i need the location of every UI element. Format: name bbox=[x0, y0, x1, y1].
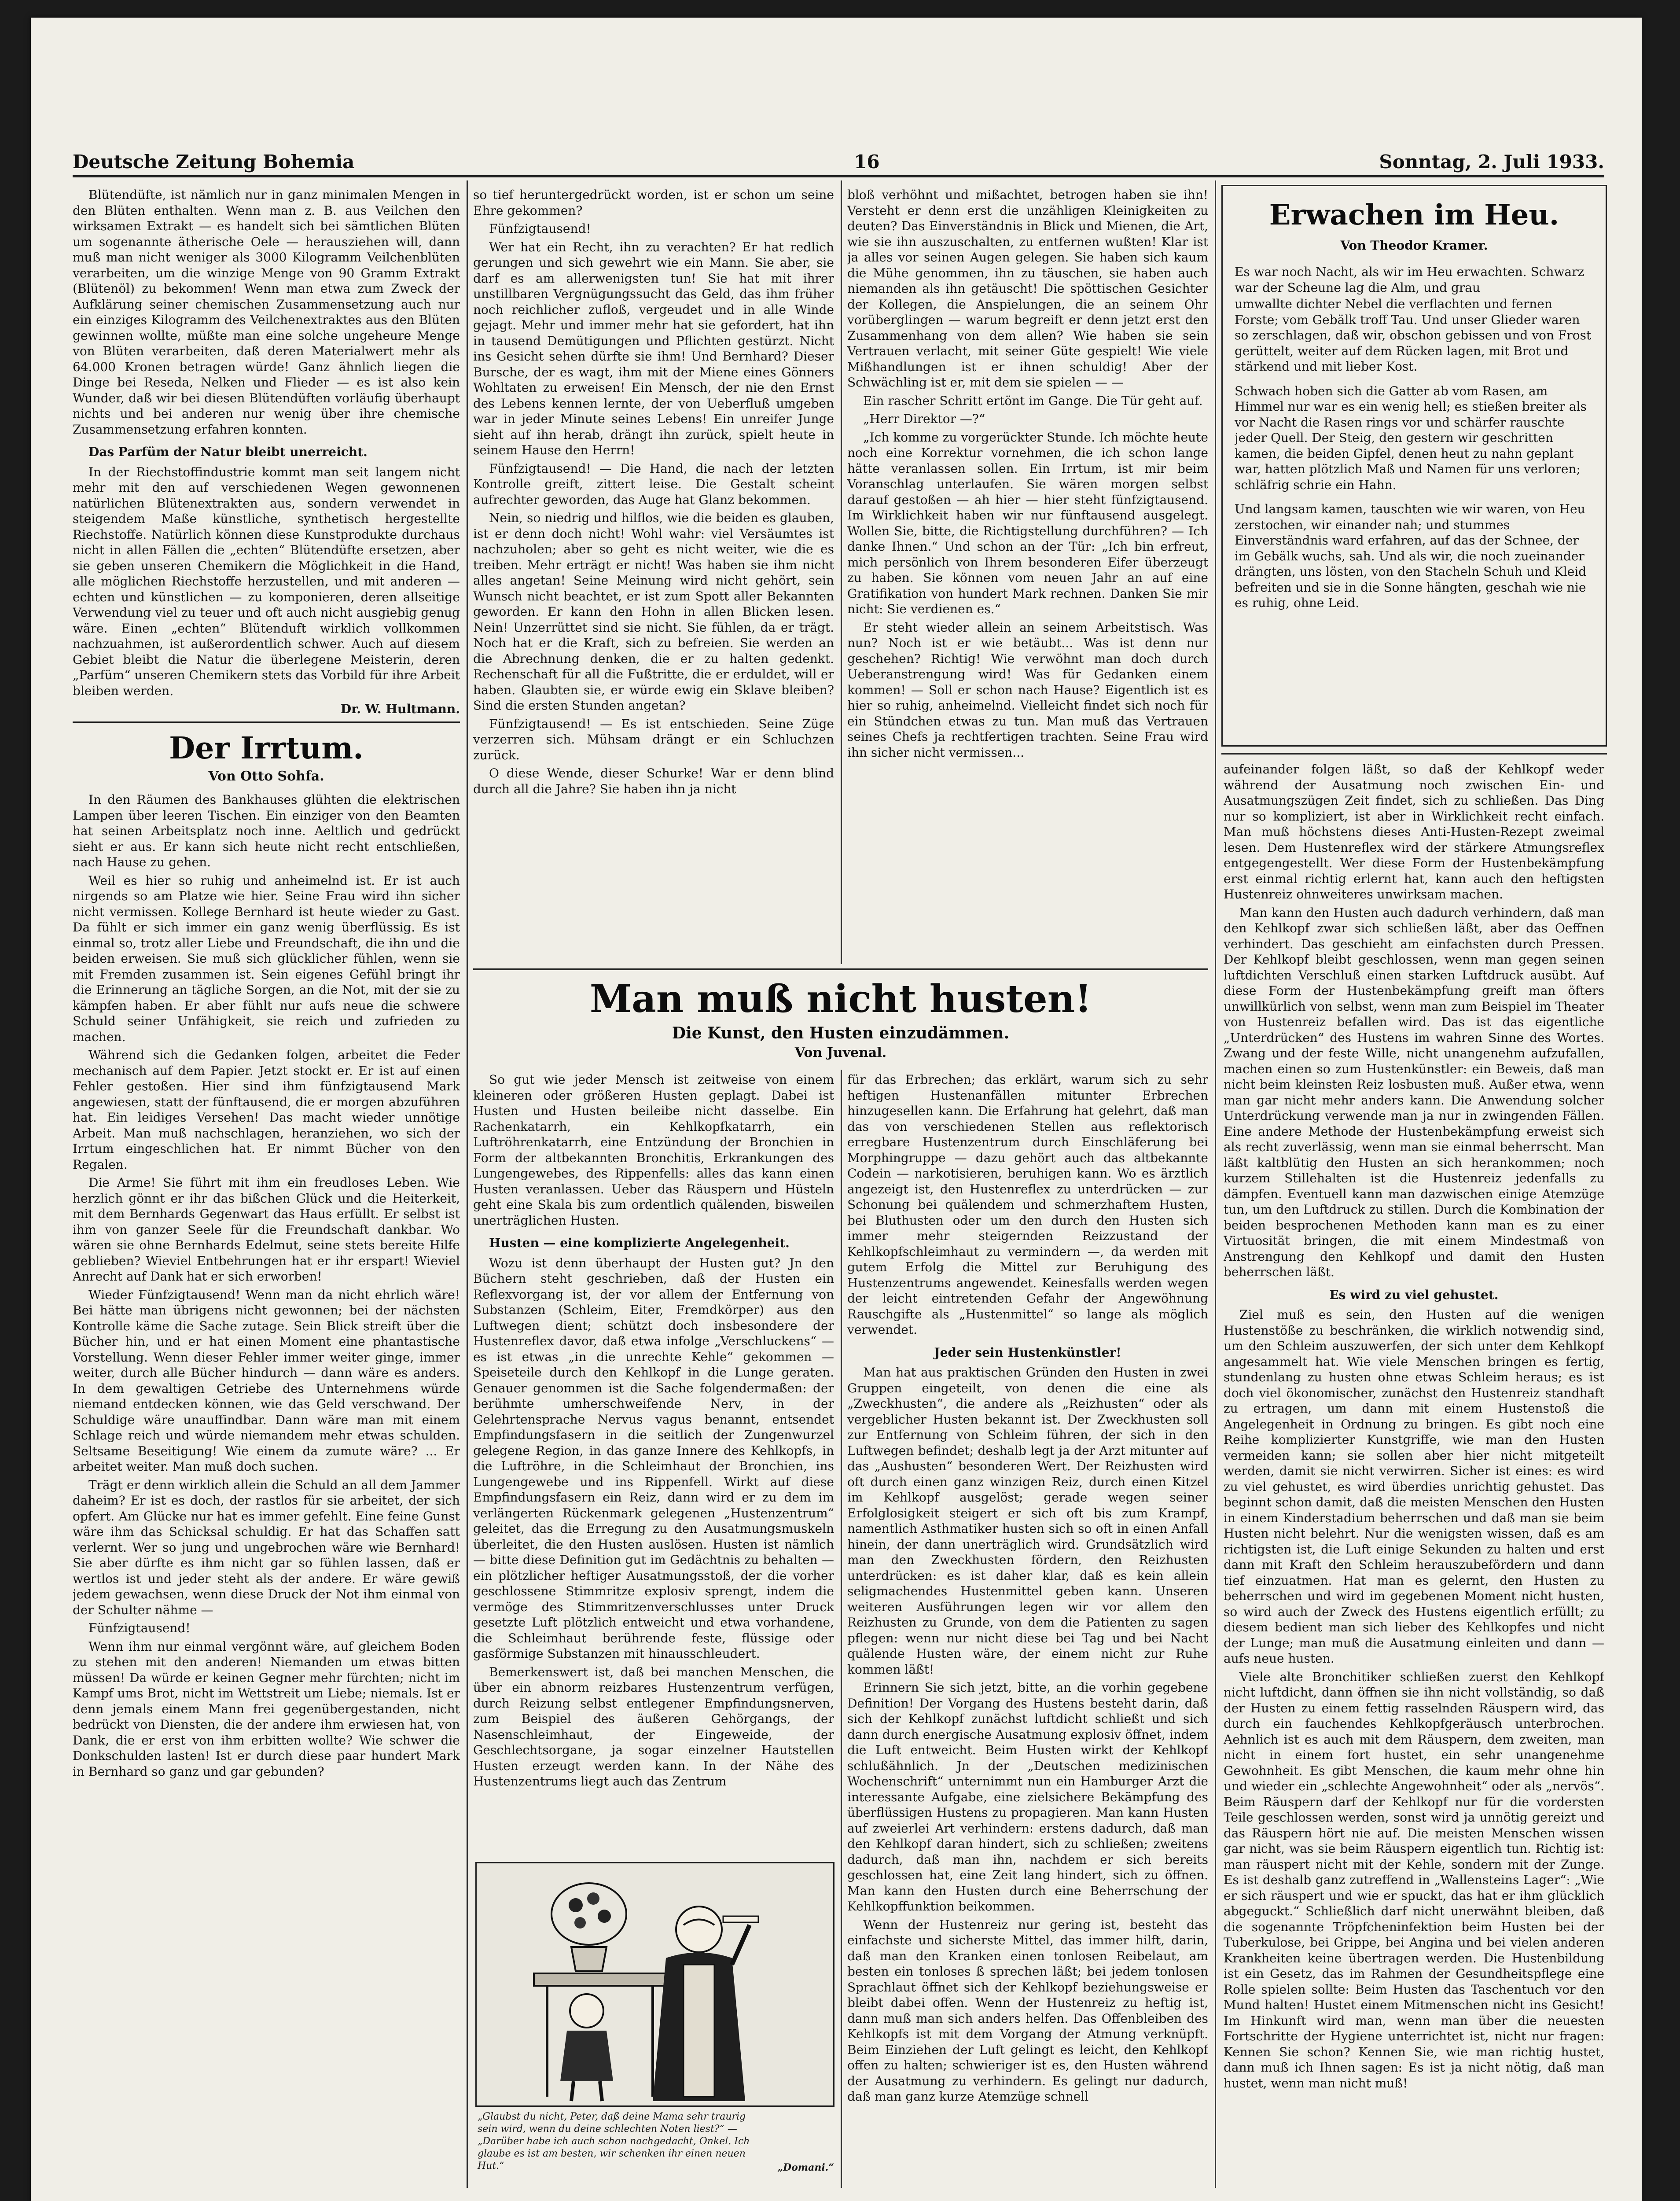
story-paragraph: In den Räumen des Bankhauses glühten die elektrischen Lampen über leeren Tischen. Ein einziger von den Beamten hat seinen Arbeitsplatz noch inne. Aeltlich und gedrückt sieht er aus. Er kann sich heute nicht recht entschließen, nach Hause zu gehen. bbox=[73, 792, 460, 869]
feature-paragraph: Man kann den Husten auch dadurch verhindern, daß man den Kehlkopf zwar sich schließen läßt, aber das Oeffnen verhindert. Das geschieht am einfachsten durch Pressen. Der Kehlkopf bleibt geschlossen, wenn man gegen seinen luftdichten Verschluß einen starken Luftdruck ausübt. Auf diese Form der Hustenbekämpfung greift man öfters unwillkürlich von selbst, wenn man zum Beispiel im Theater von Hustenreiz befallen wird. Das ist das eigentliche „Unterdrücken“ des Hustens im wahren Sinne des Wortes. Zwang und der feste Wille, nicht unangenehm aufzufallen, machen einen so zum Hustenkünstler: ein Beweis, daß man nicht beim kleinsten Reiz losbusten muß. Außer etwa, wenn man gar nicht mehr anders kann. Die Anwendung solcher Unterdrückung verwende man ja nur in zwingenden Fällen. Eine andere Methode der Hustenbekämpfung erweist sich als recht zuverlässig, wenn man sie einmal beherrscht. Man läßt kaltblütig den Husten an sich herankommen; noch kurzem Stillehalten ist die Hustenreiz jedenfalls zu dämpfen. Eventuell kann man dazwischen einige Atemzüge tun, um den Luftdruck zu stillen. Durch die Kombination der beiden besprochenen Methoden kann man es zu einer Virtuosität bringen, die mit einem Mindestmaß von Anstrengung den Kehlkopf und damit den Husten beherrschen läßt. bbox=[1224, 905, 1604, 1279]
poem-stanza: Und langsam kamen, tauschten wie wir waren, von Heu zerstochen, wir einander nah; und stummes Einverständnis ward erfahren, auf das der Schnee, der im Gebälk wuchs, sah. Und als wir, die noch zueinander drängten, uns lösten, von den Stacheln Schuh und Kleid befreiten und sie in die Sonne hängten, geschah wie nie es ruhig, ohne Leid. bbox=[1235, 502, 1587, 610]
cartoon-credit: „Domani.“ bbox=[777, 2162, 834, 2173]
story-paragraph: so tief heruntergedrückt worden, ist er schon um seine Ehre gekommen? bbox=[473, 188, 834, 218]
article-divider bbox=[73, 721, 460, 723]
story-paragraph: Fünfzigtausend! bbox=[489, 221, 591, 236]
story-paragraph: Die Arme! Sie führt mit ihm ein freudloses Leben. Wie herzlich gönnt er ihr das bißchen Glück und die Heiterkeit, mit dem Bernhards Gegenwart das Haus erfüllt. Er selbst ist ihm von ganzer Seele für die Freundschaft dankbar. Wo wären sie ohne Bernhards Edelmut, seine stets bereite Hilfe geblieben? Wieviel Entbehrungen hat er ihr erspart! Wieviel Anrecht auf Dank hat er sich erworben! bbox=[73, 1175, 460, 1284]
poem-stanza: umwallte dichter Nebel die verflachten und fernen Forste; vom Gebälk troff Tau. Und unser Glieder waren so zerschlagen, daß wir, obschon gebissen und von Frost gerüttelt, weiter auf dem Rücken lagen, mit Brot und stärkend und mit lieber Kost. bbox=[1235, 297, 1592, 374]
author-signature: Dr. W. Hultmann. bbox=[340, 702, 460, 716]
column-rule-1 bbox=[467, 180, 468, 2188]
story-paragraph: Fünfzigtausend! bbox=[88, 1621, 191, 1635]
page-number: 16 bbox=[854, 151, 880, 173]
feature-paragraph: Wozu ist denn überhaupt der Husten gut? Jn den Büchern steht geschrieben, daß der Husten ein Reflexvorgang ist, der vor allem der Entfernung von Substanzen (Schleim, Eiter, Fremdkörper) aus den Luftwegen dient; schützt doch insbesondere der Hustenreflex davor, daß etwa infolge „Verschluckens“ — es ist etwas „in die unrechte Kehle“ gekommen — Speiseteile durch den Kehlkopf in die Lunge geraten. Genauer genommen ist die Sache folgendermaßen: der berühmte umherschweifende Nerv, in der Gelehrtensprache Nervus vagus benannt, entsendet Empfindungsfasern in die seitlich der Zungenwurzel gelegene Region, in das ganze Innere des Kehlkopfs, in die Luftröhre, in die Schleimhaut der Bronchien, ins Lungengewebe und ins Rippenfell. Wirkt auf diese Empfindungsfasern ein Reiz, dann wird er zu dem im verlängerten Rückenmark gelegenen „Hustenzentrum“ geleitet, das die Erregung zu den Ausatmungsmuskeln überleitet, die den Husten auslösen. Husten ist nämlich — bitte diese Definition gut im Gedächtnis zu behalten — ein plötzlicher heftiger Ausatmungsstoß, der die vorher geschlossene Stimmritze explosiv sprengt, indem die vermöge des Stimmritzenverschlusses unter Druck gesetzte Luft plötzlich entweicht und etwa vorhandene, die Schleimhaut berührende feste, flüssige oder gasförmige Substanzen mit hinausschleudert. bbox=[473, 1255, 834, 1661]
story-title: Der Irrtum. bbox=[169, 730, 364, 766]
article-paragraph: In der Riechstoffindustrie kommt man seit langem nicht mehr mit den auf verschiedenen Wegen gewonnenen natürlichen Blütenextrakten aus, sondern verwendet in steigendem Maße künstliche, synthetisch hergestellte Riechstoffe. Natürlich können diese Kunstprodukte durchaus nicht in allen Fällen die „echten“ Blütendüfte ersetzen, aber sie geben unseren Chemikern die Möglichkeit in die Hand, alle möglichen Riechstoffe herzustellen, und mit anderen — echten und künstlichen — zu komponieren, deren allseitige Verwendung viel zu teuer und oft auch nicht ausgiebig genug wäre. Einen „echten“ Blütenduft wirklich vollkommen nachzuahmen, ist außerordentlich schwer. Auch auf diesem Gebiet bleibt die Natur die überlegene Meisterin, deren „Parfüm“ unseren Chemikern stets das Vorbild für ihre Arbeit bleiben werden. bbox=[73, 464, 460, 698]
story-paragraph: Nein, so niedrig und hilflos, wie die beiden es glauben, ist er denn doch nicht! Wohl wahr: viel Versäumtes ist nachzuholen; aber so geht es nicht weiter, wie die es treiben. Mehr erträgt er nicht! Was haben sie ihm nicht alles angetan! Seine Meinung wird nicht gehört, sein Wunsch nicht beachtet, er ist zum Spott aller Bekannten geworden. Er kann den Hohn in allen Blicken lesen. Nein! Unzerrüttet sind sie nicht. Sie fühlen, da er trägt. Noch hat er die Kraft, sich zu befreien. Sie werden an die Abrechnung denken, die er zu halten gedenkt. Rechenschaft für all die Fußtritte, die er erduldet, will er haben. Glaubten sie, er würde ewig ein Sklave bleiben? Sind die ersten Stunden angetan? bbox=[473, 511, 834, 713]
column-rule-3 bbox=[1215, 180, 1216, 2188]
poem-bottom-rule bbox=[1221, 753, 1607, 755]
feature-byline: Von Juvenal. bbox=[794, 1045, 887, 1060]
poem-stanza: Schwach hoben sich die Gatter ab vom Rasen, am Himmel nur war es ein wenig hell; es stießen breiter als vor Nacht die Rasen rings vor und schärfer rauschte jeder Quell. Der Steig, den gestern wir geschritten kamen, die beiden Gipfel, denen heut zu nahn geplant war, hatten plötzlich Maß und Namen für uns verloren; schläfrig schrie ein Hahn. bbox=[1235, 383, 1587, 492]
story-paragraph: Er steht wieder allein an seinem Arbeitstisch. Was nun? Noch ist er wie betäubt... Was ist denn nur geschehen? Richtig! Wie verwöhnt man doch durch Ueberanstrengung wird! Was für Gedanken einem kommen! — Soll er schon nach Hause? Eigentlich ist es hier so ruhig, anheimelnd. Vielleicht findet sich noch für ein Stündchen etwas zu tun. Man muß das Vertrauen seines Chefs ja rechtfertigen trachten. Seine Frau wird ihn sicher nicht vermissen... bbox=[847, 620, 1208, 760]
poem-byline: Von Theodor Kramer. bbox=[1340, 238, 1488, 253]
poem-title: Erwachen im Heu. bbox=[1269, 199, 1559, 232]
feature-top-rule bbox=[473, 968, 1208, 970]
story-byline: Von Otto Sohfa. bbox=[208, 768, 324, 784]
story-paragraph: Wenn ihm nur einmal vergönnt wäre, auf gleichem Boden zu stehen mit den anderen! Niemanden um etwas bitten müssen! Da würde er keinen Gegner mehr fürchten; nicht im Kampf ums Brot, nicht im Wettstreit um Liebe; niemals. Ist er denn jemals einem Mann frei gegenübergestanden, nicht bedrückt von Diensten, die der andere ihm erwiesen hat, von Dank, die er erst von ihm erbitten wollte? Wie schwer die Donkschulden lasten! Ist er durch diese paar hundert Mark in Bernhard so ganz und gar gebunden? bbox=[73, 1639, 460, 1779]
feature-paragraph: So gut wie jeder Mensch ist zeitweise von einem kleineren oder größeren Husten geplagt. Dabei ist Husten und Husten beileibe nicht dasselbe. Ein Rachenkatarrh, ein Kehlkopfkatarrh, ein Luftröhrenkatarrh, eine Entzündung der Bronchien in Form der altbekannten Bronchitis, Erkrankungen des Lungengewebes, des Rippenfells: alles das kann einen Husten veranlassen. Ueber das Räuspern und Hüsteln geht eine Skala bis zum ordentlich quälenden, bisweilen unerträglichen Husten. bbox=[473, 1072, 834, 1228]
feature-paragraph: Viele alte Bronchitiker schließen zuerst den Kehlkopf nicht luftdicht, dann öffnen sie ihn nicht vollständig, so daß der Husten zu einem fettig rasselnden Räuspern wird, das durch ein fauchendes Kehlkopfgeräusch unterbrochen. Aehnlich ist es auch mit dem Räuspern, dem zweiten, man nicht in einem fort hustet, ein sehr unangenehme Gewohnheit. Es gibt Menschen, die kaum mehr ohne hin und wieder ein „schlechte Angewohnheit“ oder als „nervös“. Beim Räuspern darf der Kehlkopf nur für die vordersten Teile geschlossen werden, sonst wird ja unnötig gereizt und das Räuspern hört nie auf. Die meisten Menschen wissen gar nicht, was sie beim Räuspern eigentlich tun. Richtig ist: man räuspert nicht mit der Kehle, sondern mit der Zunge. Es ist deshalb ganz zutreffend in „Wallensteins Lager“: „Wie er sich räuspert und wie er spuckt, das hat er ihm glücklich abgeguckt.“ Schließlich darf nicht unerwähnt bleiben, daß die sogenannte Tröpfcheninfektion beim Husten bei der Tuberkulose, bei Grippe, bei Angina und bei vielen anderen Krankheiten keine übertragen werden. Die Hustenbildung ist ein Gesetz, das im Rahmen der Gesundheitspflege eine Rolle spielen sollte: Beim Husten das Taschentuch vor den Mund halten! Hustet einem Mitmenschen nicht ins Gesicht! Im Hinkunft wird man, wenn man über die neuesten Fortschritte der Hygiene unterrichtet ist, nicht nur fragen: Kennen Sie schon? Kennen Sie, wie man richtig hustet, dann muß ich Ihnen sagen: Es ist ja nicht nötig, daß man hustet, wenn man nicht muß! bbox=[1224, 1669, 1604, 2091]
story-paragraph: Fünfzigtausend! — Es ist entschieden. Seine Züge verzerren sich. Mühsam drängt er ein Schluchzen zurück. bbox=[473, 716, 834, 762]
feature-column-b bbox=[847, 1072, 1208, 2190]
story-paragraph: Wer hat ein Recht, ihn zu verachten? Er hat redlich gerungen und sich gewehrt wie ein Mann. Sie aber, sie darf es am allerwenigsten tun! Sie hat mit ihrer unstillbaren Vergnügungssucht das Geld, das ihm früher noch reichlicher zufloß, vergeudet und in alle Winde gejagt. Mehr und immer mehr hat sie gefordert, hat ihn in tausend Demütigungen und Pflichten gestürzt. Nicht ins Gesicht sehen dürfte sie ihm! Und Bernhard? Dieser Bursche, der es wagt, ihm mit der Miene eines Gönners Wohltaten zu erweisen! Ein Mensch, der nie den Ernst des Lebens kennen lernte, der von Ueberfluß umgeben war in jeder Minute seines Lebens! Ein unreifer Junge sieht auf ihn herab, drängt ihn zurück, spielt heute in seinem Hause den Herrn! bbox=[473, 239, 834, 457]
article-paragraph: Blütendüfte, ist nämlich nur in ganz minimalen Mengen in den Blüten enthalten. Wenn man z. B. aus Veilchen den wirksamen Extrakt — es handelt sich bei sämtlichen Blüten um sogenannte ätherische Oele — herausziehen will, dann muß man nicht weniger als 3000 Kilogramm Veilchenblüten verarbeiten, um die winzige Menge von 90 Gramm Extrakt (Blütenöl) zu bekommen! Wenn man etwa zum Zweck der Aufklärung seiner chemischen Zusammensetzung auch nur ein einziges Kilogramm des Veilchenextraktes aus den Blüten gewinnen wollte, müßte man eine solche ungeheure Menge von Blüten verarbeiten, daß deren Materialwert mehr als 64.000 Kronen betragen würde! Ganz ähnlich liegen die Dinge bei Reseda, Nelken und Flieder — es ist also kein Wunder, daß wir bei diesen Blütendüften vorläufig überhaupt nichts und bei anderen nur wenig über ihre chemische Zusammensetzung erfahren konnten. bbox=[73, 188, 460, 437]
feature-paragraph: Erinnern Sie sich jetzt, bitte, an die vorhin gegebene Definition! Der Vorgang des Hustens besteht darin, daß sich der Kehlkopf zunächst luftdicht schließt und sich dann durch energische Ausatmung explosiv öffnet, indem die Luft entweicht. Beim Husten wirkt der Kehlkopf schlußähnlich. Jn der „Deutschen medizinischen Wochenschrift“ unternimmt nun ein Hamburger Arzt die interessante Aufgabe, eine zielsichere Bekämpfung des überflüssigen Hustens zu propagieren. Man kann Husten auf zweierlei Art verhindern: erstens dadurch, daß man den Kehlkopf daran hindert, sich zu schließen; zweitens dadurch, daß man ihn, nachdem er sich bereits geschlossen hat, eine Zeit lang hindert, sich zu öffnen. Man kann den Husten durch eine Beherrschung der Kehlkopffunktion beikommen. bbox=[847, 1680, 1208, 1914]
story-paragraph: Ein rascher Schritt ertönt im Gange. Die Tür geht auf. bbox=[863, 393, 1203, 408]
story-paragraph: bloß verhöhnt und mißachtet, betrogen haben sie ihn! Versteht er denn erst die unzähligen Kleinigkeiten zu deuten? Das Einverständnis in Blick und Mienen, die Art, wie sie ihn auszuschalten, zu entfernen wußten! Klar ist ja alles vor seinen Augen gelegen. Sie haben sich kaum die Mühe genommen, ihn zu täuschen, sie haben auch niemanden als ihn getäuscht! Die spöttischen Gesichter der Kollegen, die Anspielungen, die an seinem Ohr vorüberglingen — warum begreift er denn jetzt erst den Zusammenhang von dem allen? Wie haben sie sein Vertrauen verlacht, mit seiner Güte gespielt! Wie viele Mißhandlungen ist er ihnen schuldig! Aber der Schwächling ist er, mit dem sie spielen — — bbox=[847, 188, 1208, 390]
issue-date: Sonntag, 2. Juli 1933. bbox=[1379, 151, 1604, 173]
feature-title: Man muß nicht husten! bbox=[589, 977, 1092, 1021]
feature-paragraph: Man hat aus praktischen Gründen den Husten in zwei Gruppen eingeteilt, von denen die eine als „Zweckhusten“, die andere als „Reizhusten“ oder als vergeblicher Husten bekannt ist. Der Zweckhusten soll zur Entfernung von Schleim führen, der sich in den Luftwegen befindet; deshalb legt ja der Arzt mitunter auf das „Aushusten“ besonderen Wert. Der Reizhusten wird oft durch einen ganz winzigen Reiz, durch einen Kitzel im Kehlkopf ausgelöst; gerade wegen seiner Erfolglosigkeit steigert er sich oft bis zum Krampf, namentlich Asthmatiker husten sich so oft in einen Anfall hinein, der dann unerträglich wird. Grundsätzlich wird man den Zweckhusten fördern, den Reizhusten unterdrücken: es ist daher klar, daß es kein allein seligmachendes Hustenmittel geben kann. Unseren weiteren Ausführungen legen wir vor allem den Reizhusten zu Grunde, von dem die Patienten zu sagen pflegen: wenn nur nicht diese bei Tag und bei Nacht quälende Husten wäre, der einem nicht zur Ruhe kommen läßt! bbox=[847, 1365, 1208, 1677]
story-paragraph: Wieder Fünfzigtausend! Wenn man da nicht ehrlich wäre! Bei hätte man übrigens nicht gewonnen; bei der nächsten Kontrolle käme die Sache zutage. Sein Blick streift über die Bücher hin, und er hat einen Moment eine phantastische Vorstellung. Wenn dieser Fehler immer weiter ginge, immer weiter, durch alle Bücher hindurch — dann wäre es anders. In dem gewaltigen Getriebe des Unternehmens würde niemand entdecken können, wie das Geld verschwand. Der Schuldige wäre unauffindbar. Dann wäre man mit einem Schlage reich und würde niemandem mehr etwas schulden. Seltsame Beseitigung! Wie einem da zumute wäre? ... Er arbeitet weiter. Man muß doch suchen. bbox=[73, 1287, 460, 1474]
cartoon-caption: „Glaubst du nicht, Peter, daß deine Mama sehr traurig sein wird, wenn du deine schlechten Noten liest?“ — „Darüber habe ich auch schon nachgedacht, Onkel. Ich glaube es ist am besten, wir schenken ihr einen neuen Hut.“ bbox=[478, 2111, 750, 2172]
feature-subheading: Es wird zu viel gehustet. bbox=[1329, 1287, 1499, 1302]
story-paragraph: „Ich komme zu vorgerückter Stunde. Ich möchte heute noch eine Korrektur vornehmen, die ich schon lange hätte veranlassen sollen. Ein Irrtum, ist mir beim Voranschlag unterlaufen. Sie wären morgen selbst darauf gestoßen — ah hier — hier steht fünfzigtausend. Im Wirklichkeit haben wir nur fünftausend ausgelegt. Wollen Sie, bitte, die Richtigstellung durchführen? — Ich danke Ihnen.“ Und schon an der Tür: „Ich bin erfreut, mich persönlich von Ihrem besonderen Eifer überzeugt zu haben. Sie können vom neuen Jahr an auf eine Gratifikation von hundert Mark rechnen. Danken Sie mir nicht: Sie verdienen es.“ bbox=[847, 430, 1208, 616]
article-subheading: Das Parfüm der Natur bleibt unerreicht. bbox=[88, 445, 368, 459]
story-paragraph: „Herr Direktor —?“ bbox=[863, 412, 985, 426]
cartoon-illustration bbox=[475, 1862, 834, 2107]
column-2 bbox=[473, 187, 834, 964]
masthead: Deutsche Zeitung Bohemia bbox=[73, 151, 355, 173]
poem-text bbox=[1235, 264, 1593, 740]
feature-subheading: Husten — eine komplizierte Angelegenheit. bbox=[489, 1236, 790, 1250]
newspaper-page bbox=[31, 18, 1642, 2201]
feature-paragraph: für das Erbrechen; das erklärt, warum sich zu sehr heftigen Hustenanfällen mitunter Erbrechen hinzugesellen kann. Die Erfahrung hat gelehrt, daß man das von verschiedenen Stellen aus reflektorisch erregbare Hustenzentrum durch Einschläferung bei Morphingruppe — dazu gehört auch das altbekannte Codein — narkotisieren, beruhigen kann. Wo es ärztlich angezeigt ist, den Hustenreflex zu unterdrücken — zur Schonung bei quälendem und schmerzhaftem Husten, bei Bluthusten oder um den durch den Husten sich immer mehr steigernden Reizzustand der Kehlkopfschleimhaut zu vermindern —, da werden mit gutem Erfolg die Mittel zur Beruhigung des Hustenzentrums angewendet. Keinesfalls werden wegen der leicht eintretenden Gefahr der Angewöhnung Rauschgifte als „Hustenmittel“ so lange als möglich verwendet. bbox=[847, 1072, 1208, 1337]
story-paragraph: Während sich die Gedanken folgen, arbeitet die Feder mechanisch auf dem Papier. Jetzt stockt er. Er ist auf einen Fehler gestoßen. Hier sind ihm fünfzigtausend Mark angewiesen, statt der fünftausend, die er morgen abzuführen hat. Ein leidiges Versehen! Das macht wieder unnötige Arbeit. Man muß nachschlagen, heranziehen, wo sich der Irrtum eingeschlichen hat. Er nimmt Bücher von den Regalen. bbox=[73, 1048, 460, 1172]
column-rule-2 bbox=[841, 180, 842, 964]
feature-paragraph: aufeinander folgen läßt, so daß der Kehlkopf weder während der Ausatmung noch zwischen Ein- und Ausatmungszügen Zeit findet, sich zu schließen. Das Ding nur so kompliziert, ist aber in Wirklichkeit recht einfach. Man muß höchstens dieses Anti-Husten-Rezept zweimal lesen. Dem Hustenreflex wird der stärkere Atmungsreflex entgegengestellt. Wer diese Form der Hustenbekämpfung erst einmal richtig erlernt hat, kann auch den heftigsten Hustenreiz ohnweiteres unwirksam machen. bbox=[1224, 762, 1604, 902]
story-paragraph: Fünfzigtausend! — Die Hand, die nach der letzten Kontrolle greift, zittert leise. Die Gestalt scheint aufrechter geworden, das Auge hat Glanz bekommen. bbox=[473, 461, 834, 507]
column-1 bbox=[73, 187, 460, 2186]
column-3 bbox=[847, 187, 1208, 964]
feature-paragraph: Wenn der Hustenreiz nur gering ist, besteht das einfachste und sicherste Mittel, das immer hilft, darin, daß man den Kranken einen tonlosen Reibelaut, am besten ein tonloses ß sprechen läßt; bei jedem tonlosen Sprachlaut öffnet sich der Kehlkopf beziehungsweise er bleibt dabei offen. Wenn der Hustenreiz zu heftig ist, dann muß man sich anders helfen. Das Offenbleiben des Kehlkopfs ist mit dem Vorgang der Atmung verknüpft. Beim Einziehen der Luft gelingt es leicht, den Kehlkopf offen zu halten; schwieriger ist es, den Husten während der Ausatmung zu verhindern. Es gelingt nur dadurch, daß man ganz kurze Atemzüge schnell bbox=[847, 1917, 1208, 2104]
feature-column-a bbox=[473, 1072, 834, 1855]
feature-paragraph: Ziel muß es sein, den Husten auf die wenigen Hustenstöße zu beschränken, die wirklich notwendig sind, um den Schleim auszuwerfen, der sich unter dem Kehlkopf angesammelt hat. Wie viele Menschen bringen es fertig, stundenlang zu husten ohne etwas Schleim heraus; es ist doch viel ökonomischer, zunächst den Hustenreiz standhaft zu ertragen, um dann mit einem Hustenstoß die Angelegenheit in Ordnung zu bringen. Es gibt noch eine Reihe komplizierter Kunstgriffe, wie man den Husten vermeiden kann; sie sollen aber hier nicht mitgeteilt werden, damit sie nicht verwirren. Sicher ist eines: es wird zu viel gehustet, es wird überdies unrichtig gehustet. Das beginnt schon damit, daß die meisten Menschen den Husten in einem Kinderstadium beherrschen und daß man sie beim Husten nicht belehrt. Nur die wenigsten wissen, daß es am richtigsten ist, die Luft einige Sekunden zu halten und erst dann mit Kraft den Schleim herauszubefördern und dann tief einzuatmen. Hat man es gelernt, den Husten zu beherrschen und wird im gegebenen Moment nicht husten, so wird auch der Zweck des Hustens eigentlich erfüllt; zu diesem bedient man sich lieber des Kehlkopfes und nicht der Lunge; man muß die Ausatmung einleiten und dann — aufs neue husten. bbox=[1224, 1307, 1604, 1666]
poem-stanza: Es war noch Nacht, als wir im Heu erwachten. Schwarz war der Scheune lag die Alm, und grau bbox=[1235, 265, 1584, 295]
cartoon-drawing bbox=[477, 1863, 833, 2105]
story-paragraph: Weil es hier so ruhig und anheimelnd ist. Er ist auch nirgends so am Platze wie hier. Seine Frau wird ihn sicher nicht vermissen. Kollege Bernhard ist heute wieder zu Gast. Da fühlt er sich immer ein ganz wenig überflüssig. Es ist einmal so, trotz aller Liebe und Freundschaft, die ihn und die beiden erweisen. Sie muß sich glücklicher fühlen, wenn sie mit Fremden zusammen ist. Sein eigenes Gefühl bringt ihr die Erinnerung an tägliche Sorgen, an die Not, mit der sie zu kämpfen haben. Er aber fühlt nur aufs neue die schwere Schuld seiner Unfähigkeit, sie reich und zufrieden zu machen. bbox=[73, 873, 460, 1044]
feature-subtitle: Die Kunst, den Husten einzudämmen. bbox=[672, 1024, 1010, 1042]
feature-paragraph: Bemerkenswert ist, daß bei manchen Menschen, die über ein abnorm reizbares Hustenzentrum verfügen, durch Reizung selbst entlegener Empfindungsnerven, zum Beispiel des äußeren Gehörgangs, der Nasenschleimhaut, der Eingeweide, der Geschlechtsorgane, ja sogar einzelner Hautstellen Husten erzeugt werden kann. In der Nähe des Hustenzentrums liegt auch das Zentrum bbox=[473, 1664, 834, 1789]
page-header bbox=[73, 142, 1604, 177]
column-rule-feature bbox=[841, 1070, 842, 2188]
column-4 bbox=[1224, 762, 1604, 2188]
story-paragraph: O diese Wende, dieser Schurke! War er denn blind durch all die Jahre? Sie haben ihn ja nicht bbox=[473, 766, 834, 796]
feature-subheading: Jeder sein Hustenkünstler! bbox=[934, 1345, 1121, 1360]
story-paragraph: Trägt er denn wirklich allein die Schuld an all dem Jammer daheim? Er ist es doch, der rastlos für sie arbeitet, der sich opfert. Am Glücke nur hat es immer gefehlt. Eine feine Gunst wäre ihm das Schicksal schuldig. Er hat das Schaffen satt verlernt. Wer so jung und ungebrochen wäre wie Bernhard! Sie aber dürfte es ihm nicht gar so fühlen lassen, daß er wertlos ist und jeder steht als der andere. Er wäre gewiß jedem gewachsen, wenn diese Druck der Not ihm einmal von der Schulter nähme — bbox=[73, 1477, 460, 1617]
